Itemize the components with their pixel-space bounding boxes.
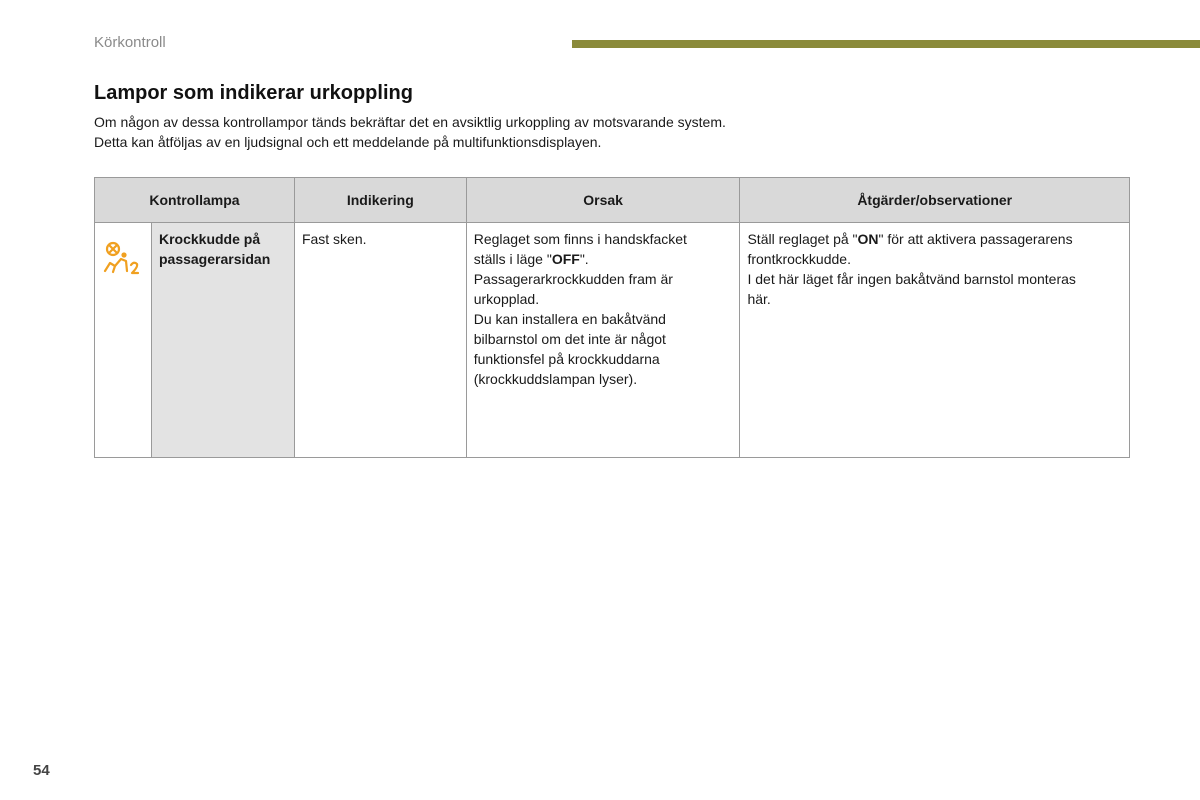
cause-text: ställs i läge " (473, 251, 552, 267)
passenger-airbag-off-icon (101, 264, 141, 280)
intro-line: Detta kan åtföljas av en ljudsignal och ett meddelande på multifunktionsdisplayen. (94, 134, 602, 150)
cause-line (474, 249, 733, 269)
indication-text: Fast sken. (301, 231, 367, 247)
on-label: ON (857, 231, 879, 247)
section-label: Körkontroll (94, 34, 166, 51)
cause-line: (krockkuddslampan lyser). (473, 371, 638, 387)
indication-cell (294, 223, 466, 458)
column-header-indikering: Indikering (294, 178, 466, 223)
lamp-name-line: passagerarsidan (158, 251, 271, 267)
cause-cell (466, 223, 740, 458)
cause-line: funktionsfel på krockkuddarna (473, 351, 660, 367)
page-heading: Lampor som indikerar urkoppling (94, 82, 413, 104)
action-line: I det här läget får ingen bakåtvänd barnstol monteras (747, 271, 1076, 287)
table-row (95, 223, 1130, 458)
column-header-atgarder: Åtgärder/observationer (740, 178, 1130, 223)
page-number: 54 (33, 762, 50, 779)
action-line: frontkrockkudde. (747, 251, 851, 267)
lamp-icon-cell (95, 223, 152, 458)
cause-line: bilbarnstol om det inte är något (473, 331, 666, 347)
column-header-orsak: Orsak (466, 178, 740, 223)
lamp-name-cell (151, 223, 294, 458)
column-header-kontrollampa: Kontrollampa (95, 178, 295, 223)
cause-line: Passagerarkrockkudden fram är (473, 271, 673, 287)
table-header-row (95, 178, 1130, 223)
lamp-name-line: Krockkudde på (158, 231, 261, 247)
off-label: OFF (551, 251, 580, 267)
warning-lamp-table (94, 177, 1130, 458)
cause-line: Reglaget som finns i handskfacket (473, 231, 687, 247)
header-accent-bar (572, 40, 1200, 48)
action-line: här. (747, 291, 771, 307)
action-text: " för att aktivera passagerarens (878, 231, 1073, 247)
action-cell (740, 223, 1130, 458)
cause-line: urkopplad. (473, 291, 540, 307)
action-line (747, 229, 1122, 249)
intro-line: Om någon av dessa kontrollampor tänds bekräftar det en avsiktlig urkoppling av motsvarande system. (94, 114, 726, 130)
intro-text (94, 112, 726, 152)
cause-line: Du kan installera en bakåtvänd (473, 311, 666, 327)
action-text: Ställ reglaget på " (747, 231, 858, 247)
cause-text: ". (579, 251, 589, 267)
